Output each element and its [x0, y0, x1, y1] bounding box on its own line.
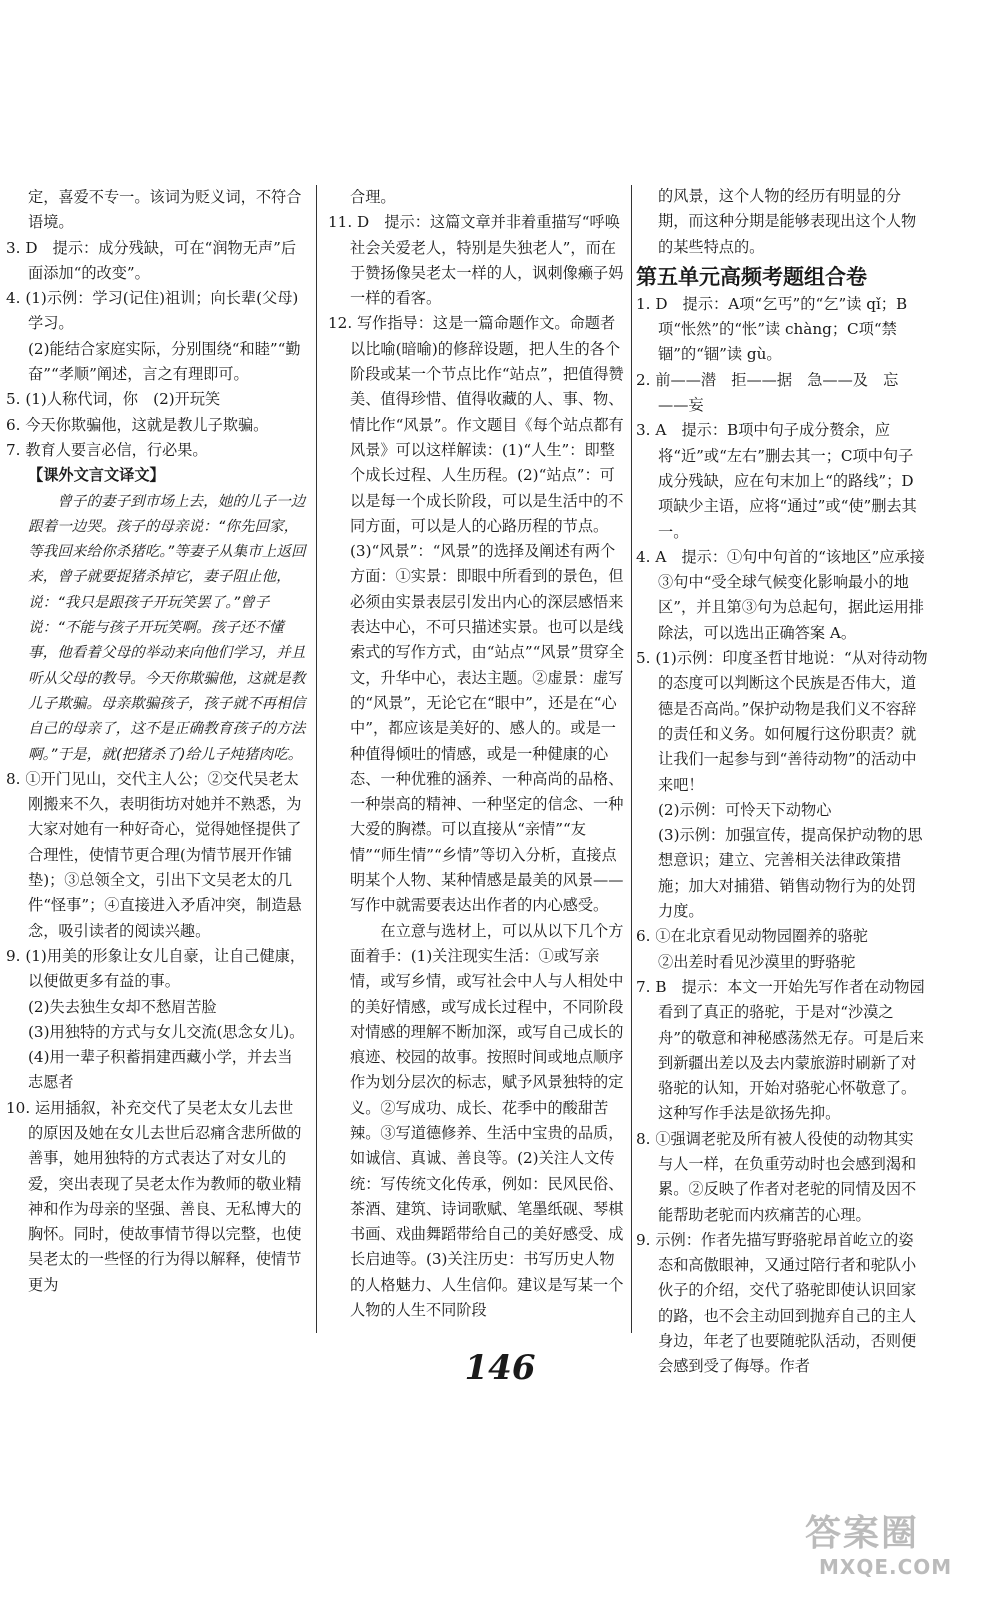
answer-column-2	[328, 185, 628, 1323]
answer-4-1: 4. (1)示例：学习(记住)祖训；向长辈(父母)学习。	[6, 289, 299, 333]
column-divider-2	[631, 185, 632, 1333]
answer-3: 3. D 提示：成分残缺，可在“润物无声”后面添加“的改变”。	[6, 238, 297, 282]
answer-5: 5. (1)人称代词，你 (2)开玩笑	[6, 390, 221, 409]
column-divider-1	[316, 185, 317, 1333]
watermark-logo	[805, 1505, 985, 1585]
unit5-answer-6-1: 6. ①在北京看见动物园圈养的骆驼	[636, 927, 868, 946]
answer-11: 11. D 提示：这篇文章并非着重描写“呼唤社会关爱老人，特别是失独老人”，而在于赞扬像吴老太一样的人，讽刺像癞子妈一样的看客。	[328, 213, 624, 308]
answer-line: 合理。	[350, 188, 396, 206]
unit5-answer-5-2: (2)示例：可怜天下动物心	[658, 800, 832, 819]
answer-column-1	[6, 185, 306, 1298]
watermark-url: MXQE.COM	[819, 1555, 953, 1579]
unit5-answer-9: 9. 示例：作者先描写野骆驼昂首屹立的姿态和高傲眼神，又通过陪行者和驼队小伙子的介绍，交代了骆驼即使认识回家的路，也不会主动回到抛弃自己的主人身边，年老了也要随驼队活动，否则便会感到受了侮辱。作者	[636, 1230, 917, 1376]
answer-12-continued: 在立意与选材上，可以从以下几个方面着手：(1)关注现实生活：①或写亲情，或写乡情，或写社会中人与人相处中的美好情感，或写成长过程中，不同阶段对情感的理解不断加深，或写自己成长的痕迹、校园的故事。按照时间或地点顺序作为划分层次的标志，赋予风景独特的定义。②写成功、成长、花季中的酸甜苦辣。③写道德修养、生活中宝贵的品质，如诚信、真诚、善良等。(2)关注人文传统：写传统文化传承，例如：民风民俗、茶酒、建筑、诗词歌赋、笔墨纸砚、琴棋书画、戏曲舞蹈带给自己的美好感受、成长启迪等。(3)关注历史：书写历史人物的人格魅力、人生信仰。建议是写某一个人物的人生不同阶段	[350, 921, 624, 1320]
unit5-answer-7: 7. B 提示：本文一开始先写作者在动物园看到了真正的骆驼，于是对“沙漠之舟”的敬意和神秘感荡然无存。可是后来到新疆出差以及去内蒙旅游时刷新了对骆驼的认知，开始对骆驼心怀敬意了。这种写作手法是欲扬先抑。	[636, 977, 925, 1123]
answer-9-3: (3)用独特的方式与女儿交流(思念女儿)。	[28, 1022, 305, 1041]
page-number: 146	[464, 1348, 536, 1388]
answer-10: 10. 运用插叙，补充交代了吴老太女儿去世的原因及她在女儿去世后忍痛含悲所做的善事，她用独特的方式表达了对女儿的爱，突出表现了吴老太作为教师的敬业精神和作为母亲的坚强、善良、无私博大的胸怀。同时，使故事情节得以完整，也使吴老太的一些怪的行为得以解释，使情节更为	[6, 1098, 302, 1294]
answer-4-2: (2)能结合家庭实际，分别围绕“和睦”“勤奋”“孝顺”阐述，言之有理即可。	[28, 339, 301, 384]
unit5-answer-4: 4. A 提示：①句中句首的“该地区”应承接③句中“受全球气候变化影响最小的地区”，并且第③句为总起句，据此运用排除法，可以选出正确答案 A。	[636, 547, 925, 642]
answer-8: 8. ①开门见山，交代主人公；②交代吴老太刚搬来不久，表明街坊对她并不熟悉，为大家对她有一种好奇心，觉得她怪提供了合理性，使情节更合理(为情节展开作铺垫)；③总领全文，引出下文吴老太的几件“怪事”；④直接进入矛盾冲突，制造悬念，吸引读者的阅读兴趣。	[6, 769, 302, 940]
answer-9-2: (2)失去独生女却不愁眉苦脸	[28, 997, 217, 1016]
unit5-answer-2: 2. 前——潜 拒——据 急——及 忘——妄	[636, 370, 899, 415]
answer-7: 7. 教育人要言必信，行必果。	[6, 440, 208, 459]
answer-line: 定，喜爱不专一。该词为贬义词，不符合语境。	[28, 188, 302, 232]
answer-12: 12. 写作指导：这是一篇命题作文。命题者以比喻(暗喻)的修辞设题，把人生的各个阶段或某一个节点比作“站点”，把值得赞美、值得珍惜、值得收藏的人、事、物、情比作“风景”。作文题目《每个站点都有风景》可以这样解读：(1)“人生”：即整个成长过程、人生历程。(2)“站点”：可以是每一个成长阶段，可以是生活中的不同方面，可以是人的心路历程的节点。(3)“风景”：“风景”的选择及阐述有两个方面：①实景：即眼中所看到的景色，但必须由实景表层引发出内心的深层感悟来表达中心，不可只描述实景。也可以是线索式的写作方式，由“站点”“风景”贯穿全文，升华中心，表达主题。②虚景：虚写的“风景”，无论它在“眼中”，还是在“心中”，都应该是美好的、感人的。或是一种值得倾吐的情感，或是一种健康的心态、一种优雅的涵养、一种高尚的品格、一种崇高的精神、一种坚定的信念、一种大爱的胸襟。可以直接从“亲情”“友情”“师生情”“乡情”等切入分析，直接点明某个人物、某种情感是最美的风景——写作中就需要表达出作者的内心感受。	[328, 314, 625, 915]
unit5-answer-5-3: (3)示例：加强宣传，提高保护动物的思想意识；建立、完善相关法律政策措施；加大对捕猎、销售动物行为的处罚力度。	[658, 826, 923, 921]
translation-text: 曾子的妻子到市场上去，她的儿子一边跟着一边哭。孩子的母亲说：“你先回家，等我回来给你杀猪吃。”等妻子从集市上返回来，曾子就要捉猪杀掉它，妻子阻止他，说：“我只是跟孩子开玩笑罢了。”曾子说：“不能与孩子开玩笑啊。孩子还不懂事，他看着父母的举动来向他们学习，并且听从父母的教导。今天你欺骗他，这就是教儿子欺骗。母亲欺骗孩子，孩子就不再相信自己的母亲了，这不是正确教育孩子的方法啊。”于是，就(把猪杀了)给儿子炖猪肉吃。	[28, 492, 306, 763]
section-title: 第五单元高频考题组合卷	[636, 264, 867, 289]
unit5-answer-1: 1. D 提示：A项“乞丐”的“乞”读 qǐ；B项“怅然”的“怅”读 chàng；C项“禁锢”的“锢”读 gù。	[636, 294, 908, 364]
answer-column-3	[636, 184, 928, 1380]
answer-6: 6. 今天你欺骗他，这就是教儿子欺骗。	[6, 415, 269, 434]
answer-9-1: 9. (1)用美的形象让女儿自豪，让自己健康，以便做更多有益的事。	[6, 946, 306, 991]
unit5-answer-8: 8. ①强调老驼及所有被人役使的动物其实与人一样，在负重劳动时也会感到渴和累。②反映了作者对老驼的同情及因不能帮助老驼而内疚痛苦的心理。	[636, 1129, 917, 1224]
unit5-answer-5-1: 5. (1)示例：印度圣哲甘地说：“从对待动物的态度可以判断这个民族是否伟大，道德是否高尚。”保护动物是我们义不容辞的责任和义务。如何履行这份职责？就让我们一起参与到“善待动物”的活动中来吧！	[636, 649, 928, 794]
watermark-text: 答案圈	[805, 1513, 920, 1554]
translation-heading: 【课外文言文译文】	[28, 466, 165, 485]
answer-9-4: (4)用一辈子积蓄捐建西藏小学，并去当志愿者	[28, 1048, 293, 1092]
unit5-answer-6-2: ②出差时看见沙漠里的野骆驼	[658, 952, 856, 971]
answer-line: 的风景，这个人物的经历有明显的分期，而这种分期是能够表现出这个人物的某些特点的。	[658, 187, 917, 256]
unit5-answer-3: 3. A 提示：B项中句子成分赘余，应将“近”或“左右”删去其一；C项中句子成分残缺，应在句末加上“的路线”；D项缺少主语，应将“通过”或“使”删去其一。	[636, 421, 917, 541]
